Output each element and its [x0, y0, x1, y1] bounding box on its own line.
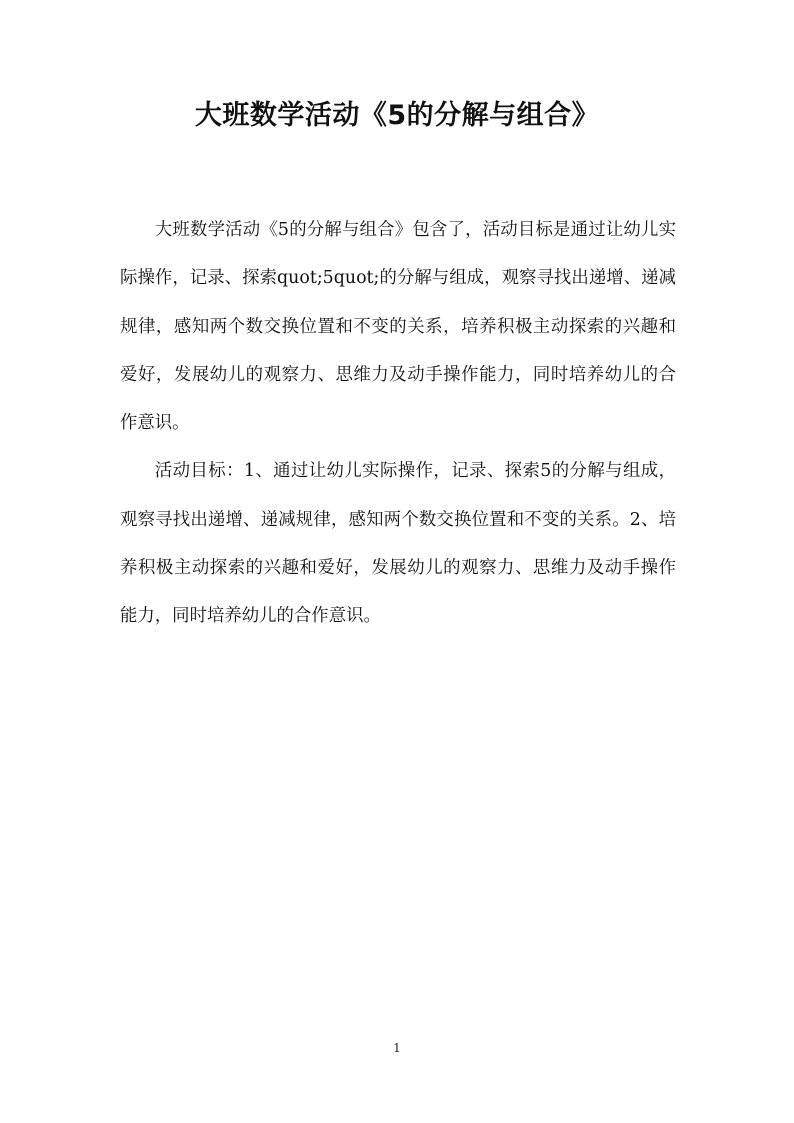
paragraph-goals: 活动目标：1、通过让幼儿实际操作，记录、探索5的分解与组成，观察寻找出递增、递减规律，感知两个数交换位置和不变的关系。2、培养积极主动探索的兴趣和爱好，发展幼儿的观察力、思维力及动手操作能力，同时培养幼儿的合作意识。	[120, 461, 676, 627]
paragraph-intro: 大班数学活动《5的分解与组合》包含了，活动目标是通过让幼儿实际操作，记录、探索quot;5quot;的分解与组成，观察寻找出递增、递减规律，感知两个数交换位置和不变的关系，培养积极主动探索的兴趣和爱好，发展幼儿的观察力、思维力及动手操作能力，同时培养幼儿的合作意识。	[120, 220, 676, 434]
document-title: 大班数学活动《5的分解与组合》	[194, 100, 600, 131]
document-body	[120, 206, 676, 641]
page-number: 1	[393, 1041, 401, 1055]
